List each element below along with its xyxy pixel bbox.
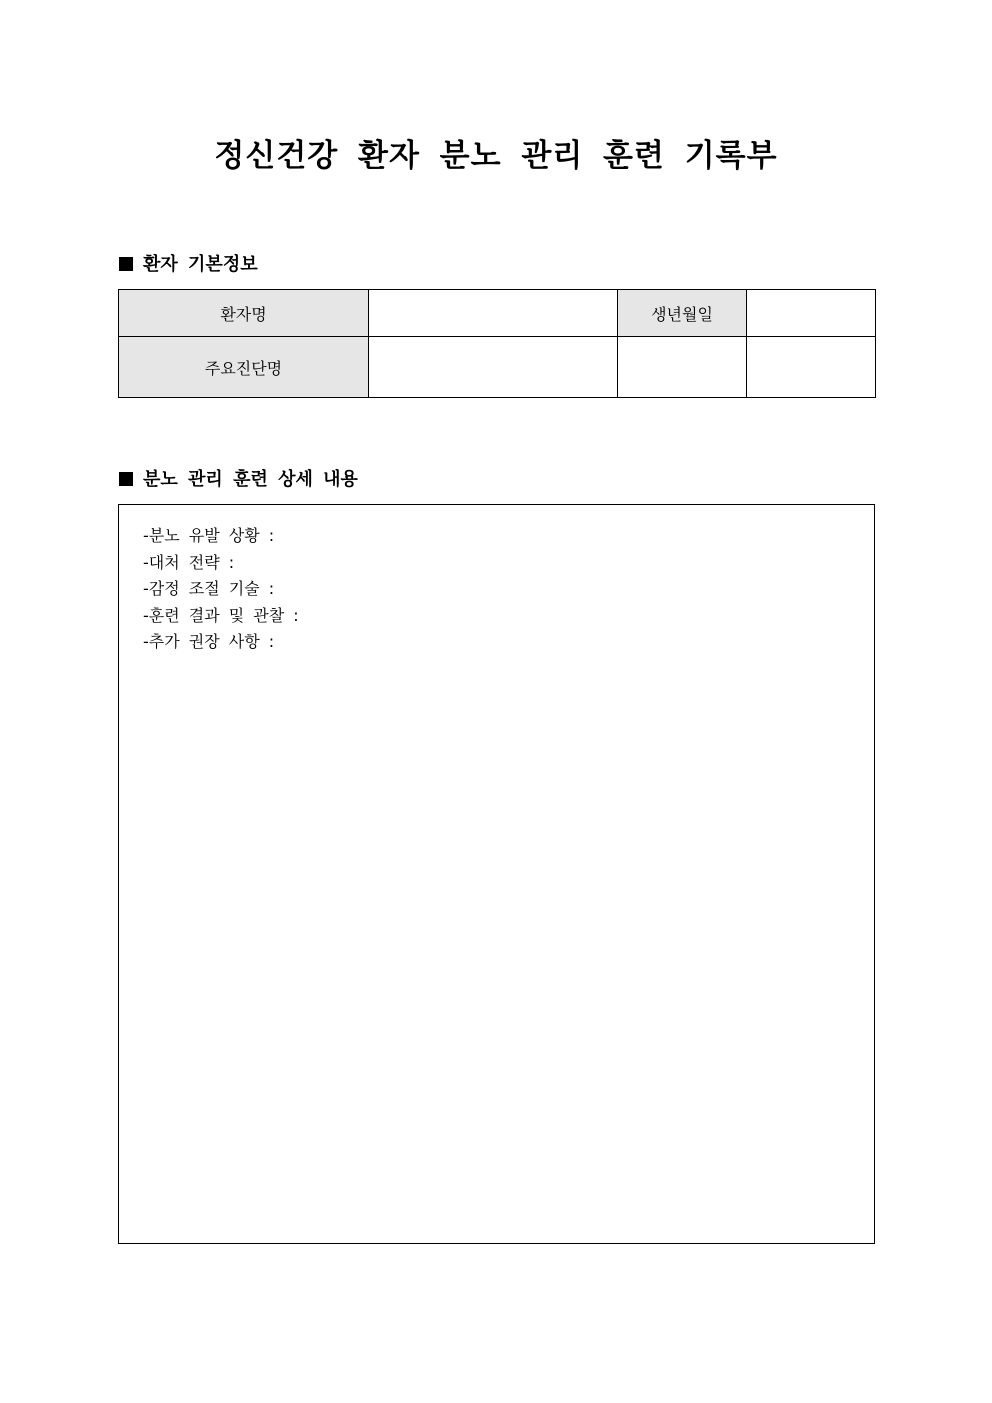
patient-info-table <box>118 289 876 398</box>
table-row <box>119 337 876 398</box>
detail-item-anger-trigger: -분노 유발 상황 : <box>143 526 275 545</box>
training-detail-list <box>119 505 874 656</box>
patient-name-field[interactable] <box>369 290 618 337</box>
section-heading-patient-info <box>119 253 258 277</box>
section-heading-training-detail <box>119 468 358 492</box>
detail-item-emotion-regulation: -감정 조절 기술 : <box>143 579 275 598</box>
table-row <box>119 290 876 337</box>
diagnosis-label: 주요진단명 <box>119 337 369 398</box>
birthdate-field[interactable] <box>747 290 876 337</box>
blank-field[interactable] <box>618 337 747 398</box>
section-heading-label: 환자 기본정보 <box>143 254 258 275</box>
detail-item-recommendations: -추가 권장 사항 : <box>143 632 275 651</box>
detail-item-coping-strategy: -대처 전략 : <box>143 552 235 572</box>
page-title: 정신건강 환자 분노 관리 훈련 기록부 <box>214 138 778 174</box>
blank-field[interactable] <box>747 337 876 398</box>
detail-item-training-result: -훈련 결과 및 관찰 : <box>143 605 299 625</box>
diagnosis-field[interactable] <box>369 337 618 398</box>
square-bullet-icon <box>119 257 133 271</box>
square-bullet-icon <box>119 472 133 486</box>
birthdate-label: 생년월일 <box>618 290 747 337</box>
training-detail-box[interactable] <box>118 504 875 1244</box>
section-heading-label: 분노 관리 훈련 상세 내용 <box>143 469 358 490</box>
patient-name-label: 환자명 <box>119 290 369 337</box>
